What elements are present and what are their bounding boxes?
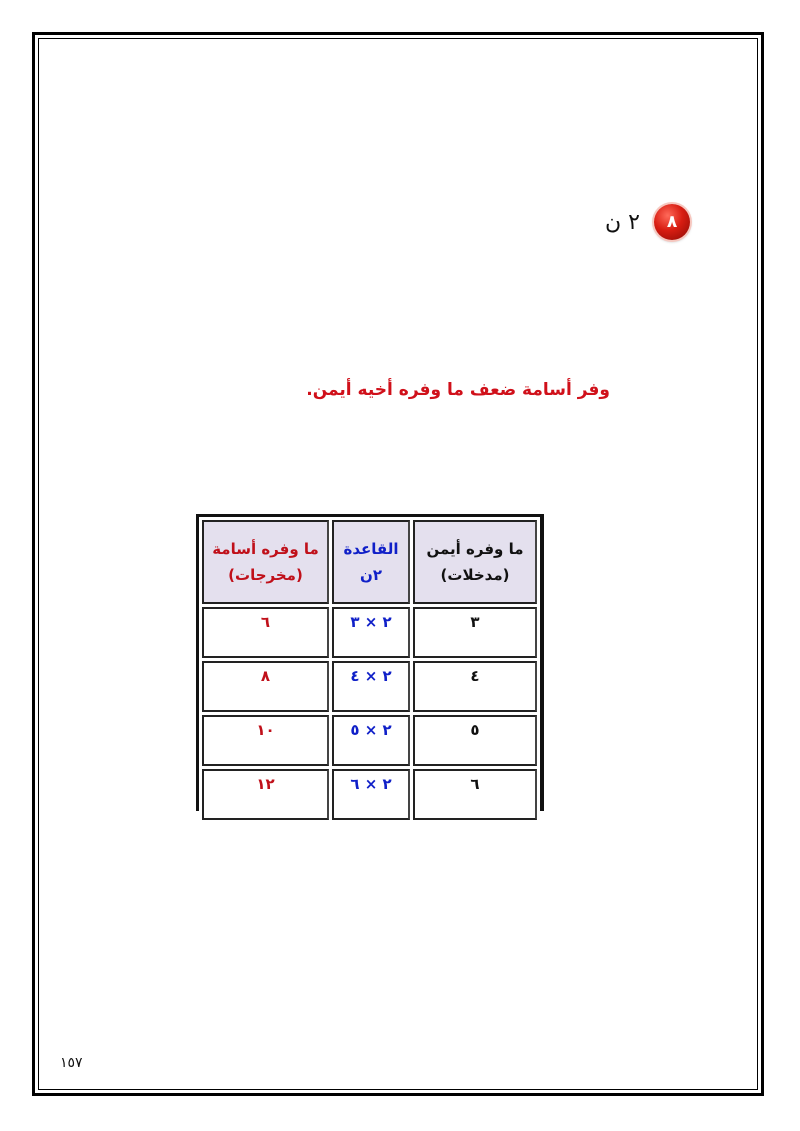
output-cell: ٨ <box>202 661 329 712</box>
header-outputs <box>202 520 329 604</box>
input-cell: ٤ <box>413 661 537 712</box>
header-line: (مخرجات) <box>228 566 303 584</box>
header-line: ٢ن <box>360 566 382 584</box>
output-cell: ١٠ <box>202 715 329 766</box>
header-line: ما وفره أسامة <box>212 540 319 558</box>
table-row <box>202 607 537 658</box>
table-row <box>202 661 537 712</box>
header-line: (مدخلات) <box>440 566 510 584</box>
header-line: القاعدة <box>343 540 399 558</box>
input-cell: ٦ <box>413 769 537 820</box>
number-badge-icon <box>654 204 690 240</box>
header-rule <box>332 520 410 604</box>
table-row <box>202 715 537 766</box>
table-row <box>202 769 537 820</box>
rule-cell: ٢ × ٤ <box>332 661 410 712</box>
header-inputs <box>413 520 537 604</box>
problem-statement: وفر أسامة ضعف ما وفره أخيه أيمن. <box>306 380 610 400</box>
lesson-header <box>560 200 690 244</box>
output-cell: ١٢ <box>202 769 329 820</box>
page-number: ١٥٧ <box>60 1055 83 1071</box>
table-header-row <box>202 520 537 604</box>
input-output-table <box>196 514 544 811</box>
rule-cell: ٢ × ٦ <box>332 769 410 820</box>
input-cell: ٥ <box>413 715 537 766</box>
rule-label: ٢ ن <box>605 209 640 235</box>
function-table <box>199 517 540 823</box>
header-line: ما وفره أيمن <box>426 540 524 558</box>
output-cell: ٦ <box>202 607 329 658</box>
rule-cell: ٢ × ٥ <box>332 715 410 766</box>
rule-cell: ٢ × ٣ <box>332 607 410 658</box>
input-cell: ٣ <box>413 607 537 658</box>
badge-number: ٨ <box>666 212 678 232</box>
